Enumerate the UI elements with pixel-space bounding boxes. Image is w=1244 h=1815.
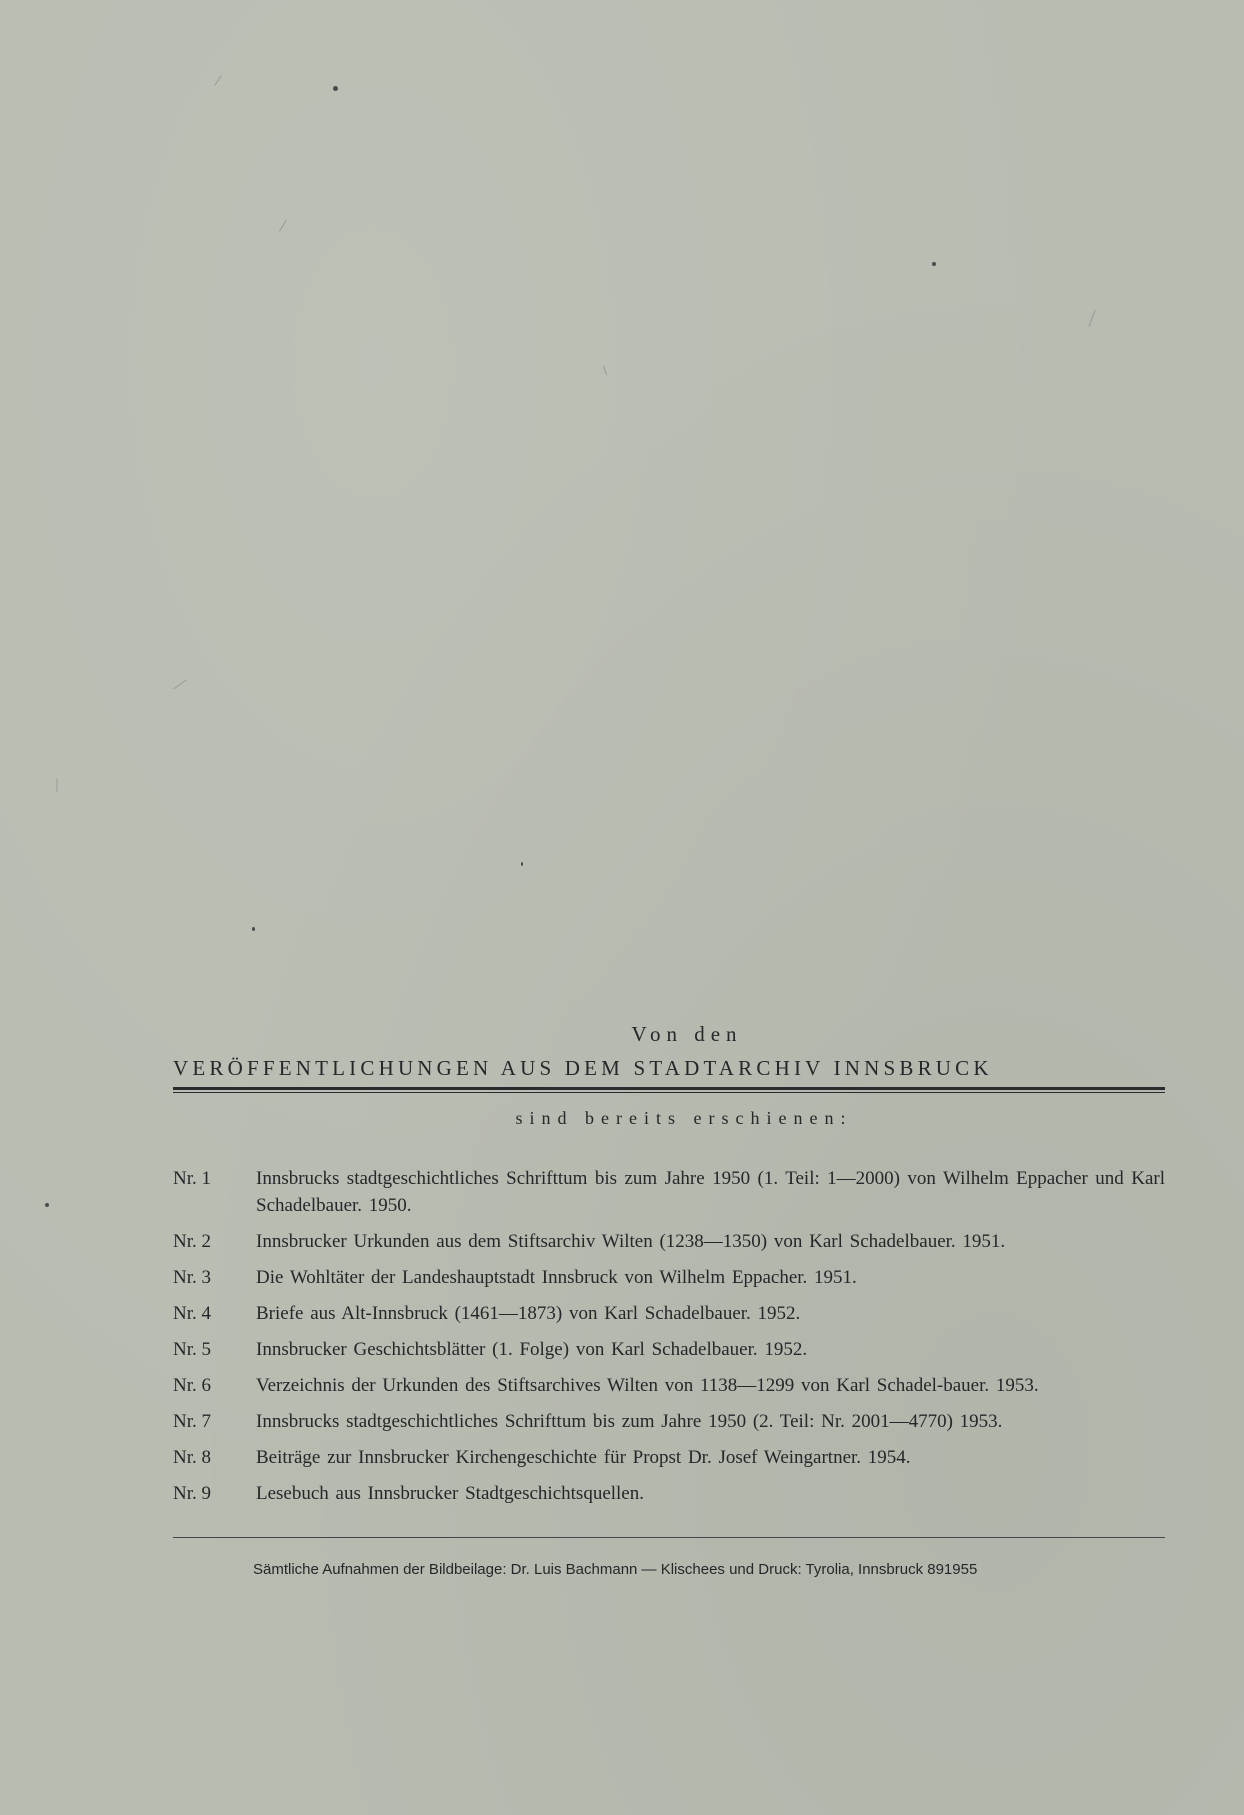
paper-fiber — [603, 366, 607, 376]
item-title: Innsbrucks stadtgeschichtliches Schrifttum bis zum Jahre 1950 (2. Teil: Nr. 2001—4770) 1953. — [256, 1411, 1003, 1432]
title-rule-thin — [173, 1092, 1165, 1093]
item-title: Innsbrucker Urkunden aus dem Stiftsarchiv Wilten (1238—1350) von Karl Schadelbauer. 1951. — [256, 1231, 1006, 1252]
printer-credits: Sämtliche Aufnahmen der Bildbeilage: Dr. Luis Bachmann — Klischees und Druck: Tyrolia, Innsbruck 891955 — [253, 1561, 978, 1578]
item-number: Nr. 2 — [173, 1231, 211, 1252]
item-number: Nr. 8 — [173, 1447, 211, 1468]
paper-speck — [333, 86, 338, 91]
paper-speck — [252, 927, 255, 931]
paper-fiber — [214, 75, 222, 85]
list-item — [173, 1228, 1165, 1255]
footer-rule — [173, 1537, 1165, 1538]
item-number: Nr. 1 — [173, 1168, 211, 1189]
list-item — [173, 1336, 1165, 1363]
paper-fiber — [279, 219, 287, 232]
item-title: Briefe aus Alt-Innsbruck (1461—1873) von Karl Schadelbauer. 1952. — [256, 1303, 801, 1324]
item-number: Nr. 3 — [173, 1267, 211, 1288]
list-subtitle: sind bereits erschienen: — [515, 1108, 853, 1128]
item-title: Lesebuch aus Innsbrucker Stadtgeschichtsquellen. — [256, 1483, 644, 1504]
paper-speck — [521, 862, 523, 866]
paper-fiber — [1088, 310, 1095, 327]
list-item — [173, 1480, 1165, 1507]
item-number: Nr. 5 — [173, 1339, 211, 1360]
item-number: Nr. 9 — [173, 1483, 211, 1504]
list-item — [173, 1165, 1165, 1219]
item-number: Nr. 4 — [173, 1303, 211, 1324]
paper-fiber — [57, 779, 58, 793]
paper-speck — [932, 262, 936, 266]
list-item — [173, 1372, 1165, 1399]
item-title: Innsbrucks stadtgeschichtliches Schrifttum bis zum Jahre 1950 (1. Teil: 1—2000) von Wilhelm Eppacher und Karl Schadelbauer. 1950. — [256, 1168, 1165, 1216]
publication-list — [173, 1165, 1165, 1507]
series-title: VERÖFFENTLICHUNGEN AUS DEM STADTARCHIV INNSBRUCK — [173, 1056, 993, 1080]
publication-notice — [173, 1015, 1165, 1581]
list-item — [173, 1408, 1165, 1435]
item-title: Innsbrucker Geschichtsblätter (1. Folge) von Karl Schadelbauer. 1952. — [256, 1339, 808, 1360]
list-item — [173, 1264, 1165, 1291]
list-item — [173, 1444, 1165, 1471]
title-rule-thick — [173, 1087, 1165, 1090]
paper-speck — [45, 1203, 49, 1207]
paper-fiber — [173, 680, 187, 690]
item-number: Nr. 7 — [173, 1411, 211, 1432]
item-title: Verzeichnis der Urkunden des Stiftsarchives Wilten von 1138—1299 von Karl Schadel-bauer. 1953. — [256, 1375, 1039, 1396]
intro-line: Von den — [631, 1022, 743, 1046]
list-item — [173, 1300, 1165, 1327]
item-title: Die Wohltäter der Landeshauptstadt Innsbruck von Wilhelm Eppacher. 1951. — [256, 1267, 857, 1288]
item-number: Nr. 6 — [173, 1375, 211, 1396]
item-title: Beiträge zur Innsbrucker Kirchengeschichte für Propst Dr. Josef Weingartner. 1954. — [256, 1447, 911, 1468]
